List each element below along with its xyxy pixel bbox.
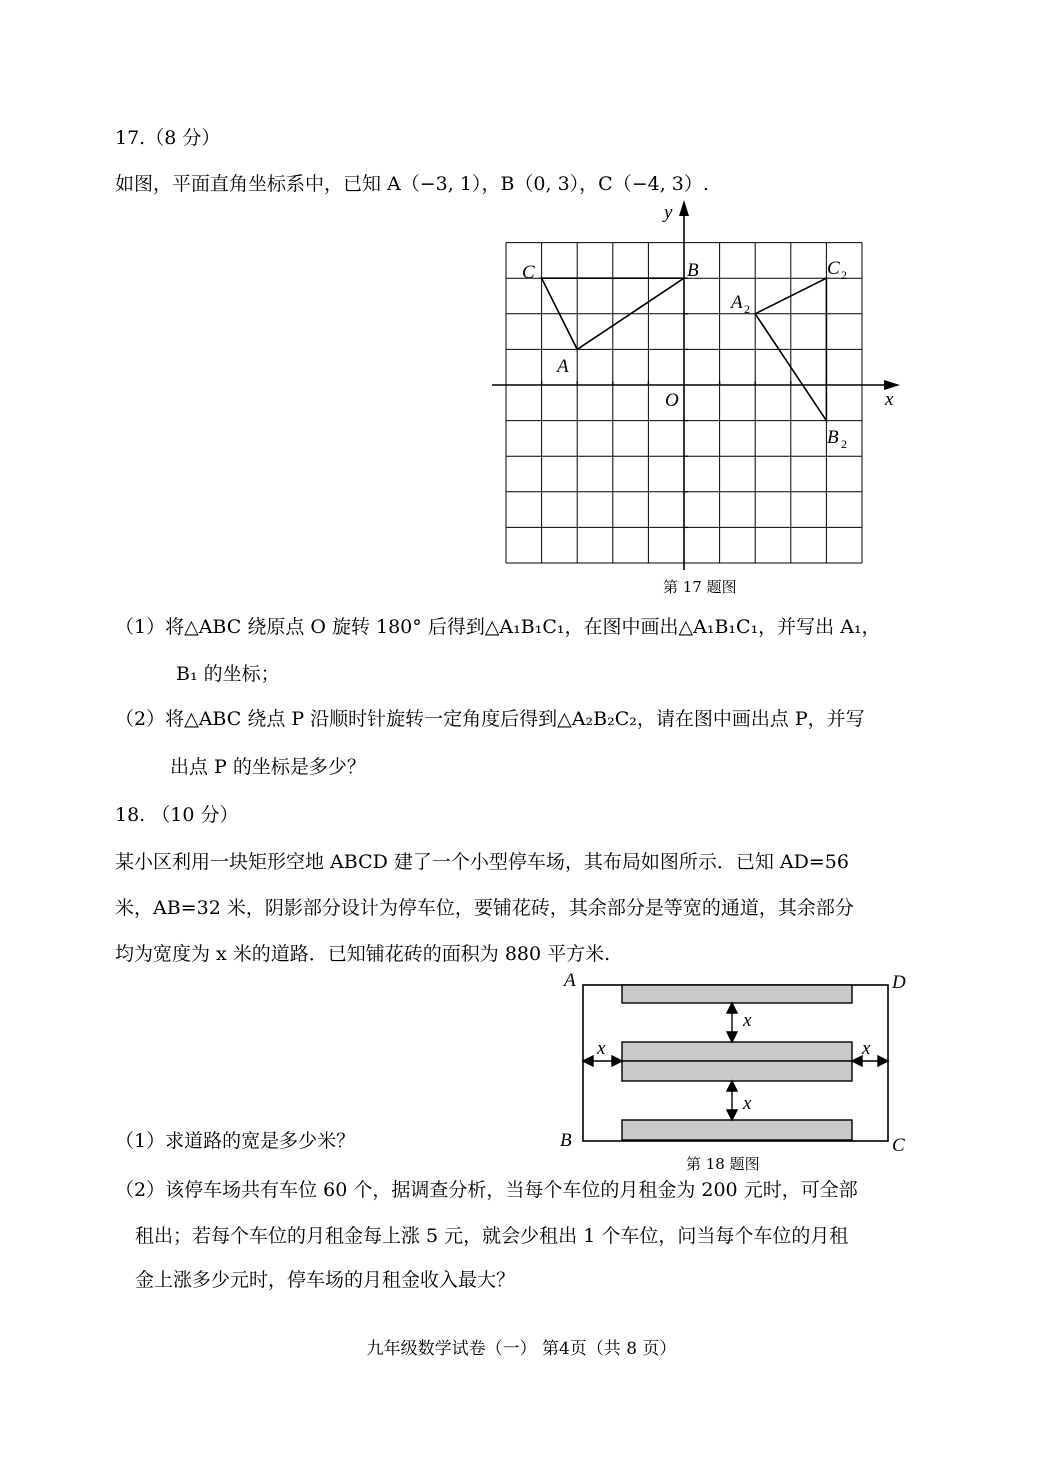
road-width-arrow-upper xyxy=(727,1003,737,1042)
parking-row-bottom xyxy=(622,1120,852,1140)
q17-part1-line2: B₁ 的坐标； xyxy=(176,663,280,685)
label-a2: A xyxy=(731,292,743,313)
q18-text-line3: 均为宽度为 x 米的道路．已知铺花砖的面积为 880 平方米. xyxy=(115,943,611,965)
label-b2: B xyxy=(827,427,839,448)
parking-row-middle-lower xyxy=(622,1061,852,1081)
q17-part2-line2: 出点 P 的坐标是多少？ xyxy=(170,756,366,778)
q18-text-line1: 某小区利用一块矩形空地 ABCD 建了一个小型停车场，其布局如图所示．已知 AD=56 xyxy=(115,851,849,873)
q18-text-line2: 米，AB=32 米，阴影部分设计为停车位，要铺花砖，其余部分是等宽的通道，其余部分 xyxy=(115,897,854,919)
page-footer: 九年级数学试卷（一） 第4页（共 8 页） xyxy=(366,1339,677,1359)
q18-parking-figure xyxy=(555,965,925,1160)
label-x-upper: x xyxy=(743,1010,752,1031)
label-y-axis: y xyxy=(664,202,673,223)
label-d: D xyxy=(892,972,906,993)
label-x-axis: x xyxy=(885,389,894,410)
y-axis-arrow xyxy=(679,200,689,216)
label-b: B xyxy=(687,260,699,281)
label-c2: C xyxy=(827,258,840,279)
q18-part2-line3: 金上涨多少元时，停车场的月租金收入最大？ xyxy=(135,1269,516,1291)
label-a2-sub: 2 xyxy=(744,302,750,316)
label-x-right: x xyxy=(862,1038,871,1059)
q17-header: 17.（8 分） xyxy=(115,127,221,149)
q17-part2-line1: （2）将△ABC 绕点 P 沿顺时针旋转一定角度后得到△A₂B₂C₂，请在图中画出点 P，并写 xyxy=(115,708,865,730)
parking-row-middle-upper xyxy=(622,1042,852,1061)
label-a: A xyxy=(564,970,576,991)
label-x-lower: x xyxy=(743,1093,752,1114)
q17-figure-caption: 第 17 题图 xyxy=(663,578,737,596)
q18-part1: （1）求道路的宽是多少米？ xyxy=(115,1130,356,1152)
label-b: B xyxy=(560,1130,572,1151)
q17-part1-line1: （1）将△ABC 绕原点 O 旋转 180° 后得到△A₁B₁C₁，在图中画出△A₁B₁C₁，并写出 A₁， xyxy=(115,616,881,638)
label-o: O xyxy=(665,390,679,411)
label-a: A xyxy=(557,356,569,377)
parking-row-top xyxy=(622,985,852,1003)
q18-figure-caption: 第 18 题图 xyxy=(686,1155,760,1173)
q18-header: 18. （10 分） xyxy=(115,804,239,826)
q18-part2-line2: 租出；若每个车位的月租金每上涨 5 元，就会少租出 1 个车位，问当每个车位的月租 xyxy=(135,1225,849,1247)
label-c: C xyxy=(892,1135,905,1156)
label-x-left: x xyxy=(597,1038,606,1059)
q17-coordinate-figure xyxy=(480,200,910,580)
q17-intro: 如图，平面直角坐标系中，已知 A（−3, 1），B（0, 3），C（−4, 3）. xyxy=(115,173,709,195)
road-width-arrow-lower xyxy=(727,1081,737,1120)
label-b2-sub: 2 xyxy=(841,437,847,451)
q18-part2-line1: （2）该停车场共有车位 60 个，据调查分析，当每个车位的月租金为 200 元时，可全部 xyxy=(115,1179,858,1201)
label-c: C xyxy=(522,262,535,283)
label-c2-sub: 2 xyxy=(841,268,847,282)
